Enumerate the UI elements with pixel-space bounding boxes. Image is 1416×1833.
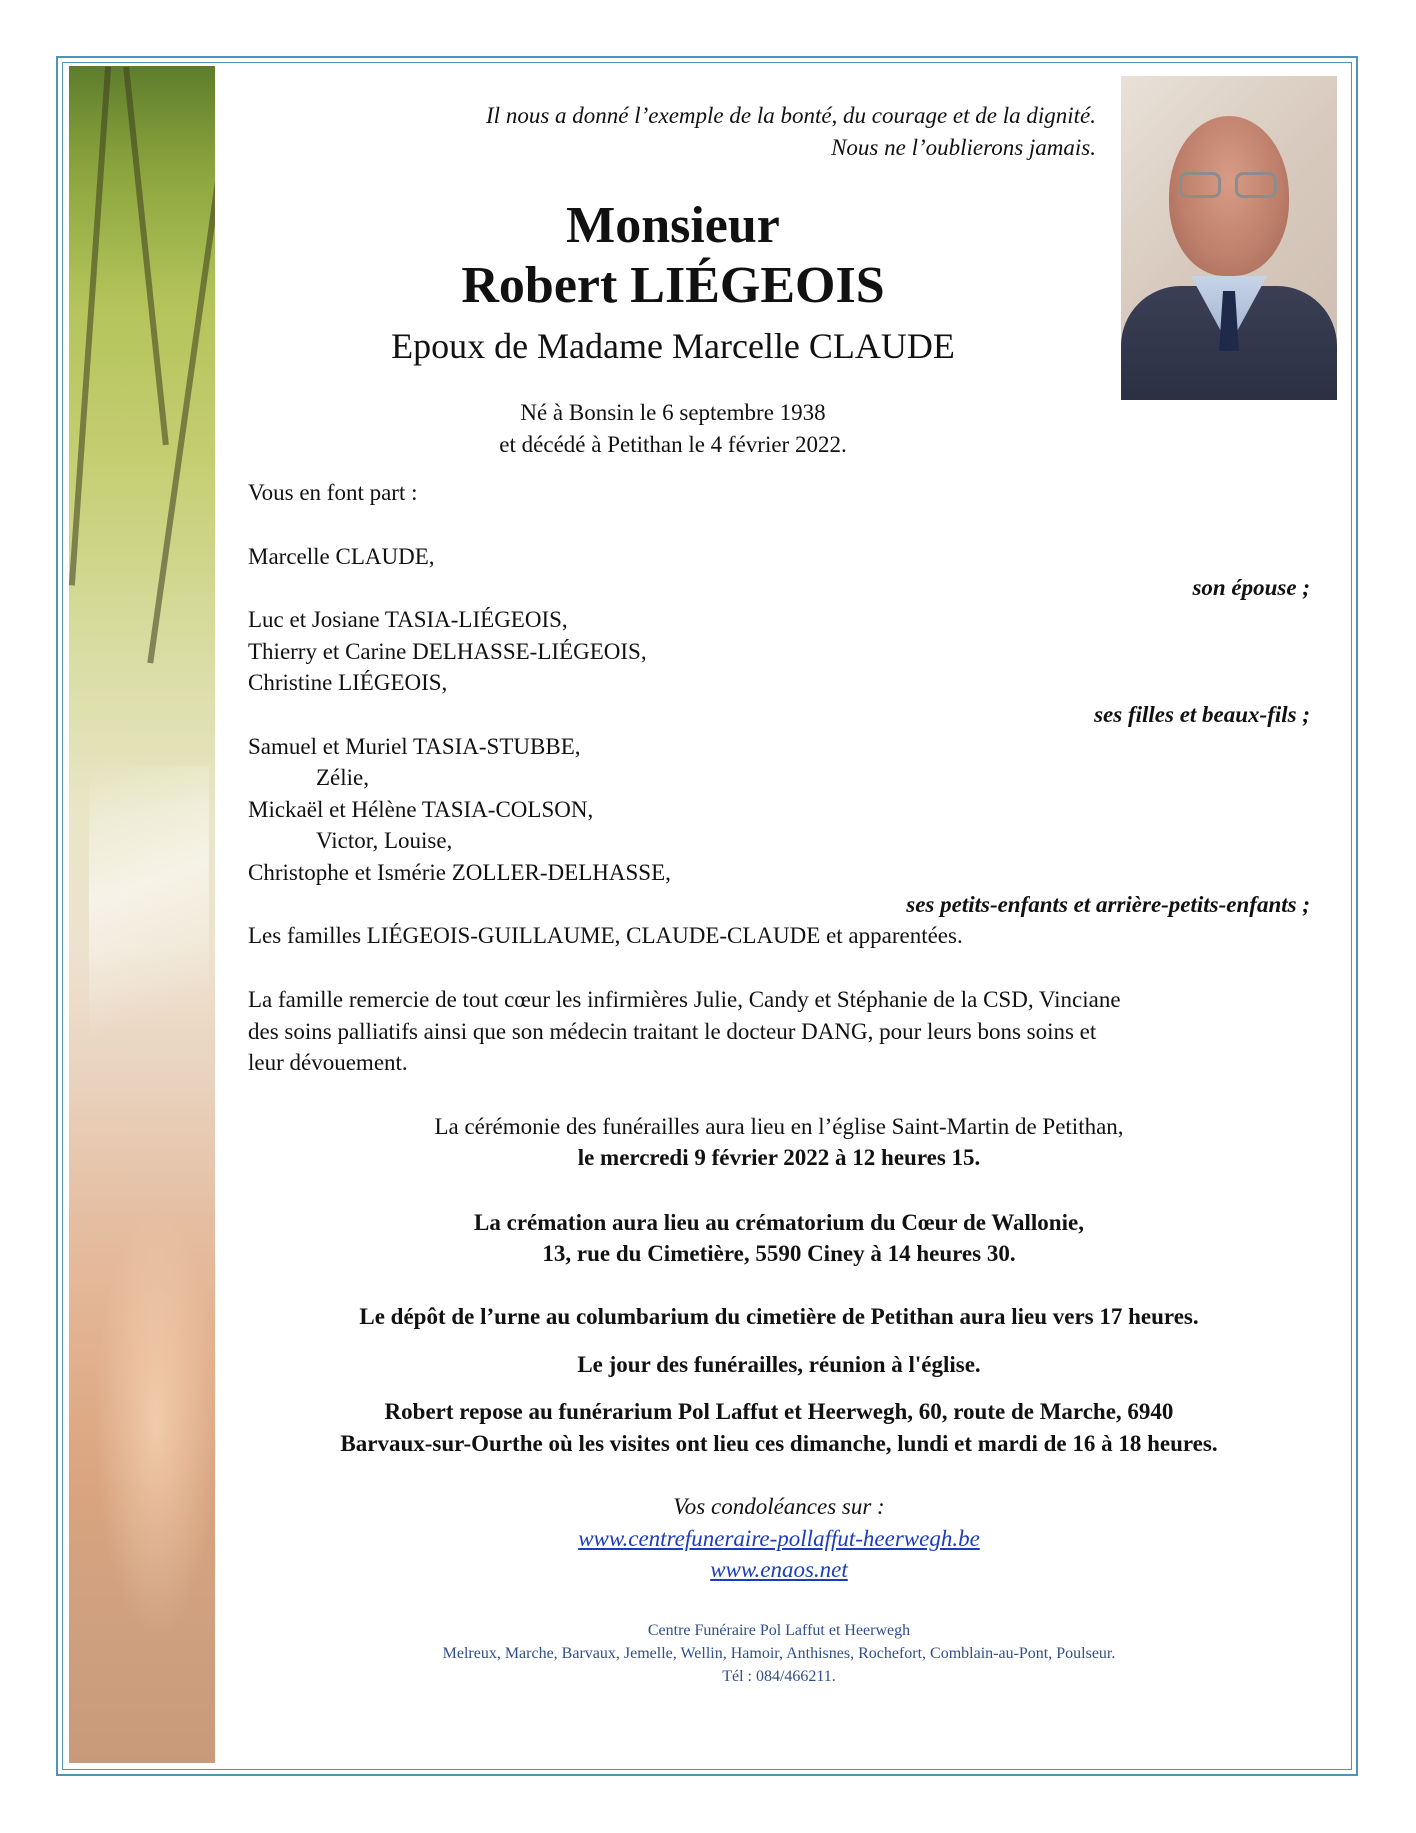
ceremony-line-2: le mercredi 9 février 2022 à 12 heures 15.	[577, 1145, 981, 1170]
spouse-line: Epoux de Madame Marcelle CLAUDE	[391, 326, 955, 366]
family-line: Mickaël et Hélène TASIA-COLSON,	[248, 797, 594, 822]
quote-line-2: Nous ne l’oublierons jamais.	[831, 135, 1096, 160]
relation-label: son épouse ;	[1192, 575, 1310, 600]
urn-line: Le dépôt de l’urne au columbarium du cimetière de Petithan aura lieu vers 17 heures.	[359, 1304, 1199, 1329]
rest-line-1: Robert repose au funérarium Pol Laffut et Heerwegh, 60, route de Marche, 6940	[384, 1399, 1174, 1424]
ceremony-line-1: La cérémonie des funérailles aura lieu en l’église Saint-Martin de Petithan,	[434, 1114, 1124, 1139]
death-line: et décédé à Petithan le 4 février 2022.	[499, 432, 847, 457]
relation-label: ses filles et beaux-fils ;	[1094, 702, 1310, 727]
quote-line-1: Il nous a donné l’exemple de la bonté, du courage et de la dignité.	[486, 103, 1096, 128]
footer-phone: Tél : 084/466211.	[722, 1668, 836, 1685]
family-line: Samuel et Muriel TASIA-STUBBE,	[248, 734, 581, 759]
family-line: Victor, Louise,	[316, 828, 453, 853]
condolences-link-2[interactable]: www.enaos.net	[710, 1557, 848, 1582]
family-line: Marcelle CLAUDE,	[248, 544, 435, 569]
condolences-link-1[interactable]: www.centrefuneraire-pollaffut-heerwegh.be	[578, 1526, 980, 1551]
portrait-photo	[1121, 76, 1337, 400]
rest-line-2: Barvaux-sur-Ourthe où les visites ont lieu ces dimanche, lundi et mardi de 16 à 18 heures.	[340, 1431, 1218, 1456]
footer-locations: Melreux, Marche, Barvaux, Jemelle, Wellin, Hamoir, Anthisnes, Rochefort, Comblain-au-Pont, Poulseur.	[442, 1645, 1116, 1662]
meeting-line: Le jour des funérailles, réunion à l'église.	[577, 1352, 981, 1377]
footer-company: Centre Funéraire Pol Laffut et Heerwegh	[647, 1622, 911, 1639]
thanks-line-3: leur dévouement.	[248, 1050, 408, 1075]
cremation-line-2: 13, rue du Cimetière, 5590 Ciney à 14 heures 30.	[542, 1241, 1016, 1266]
family-line: Zélie,	[316, 765, 369, 790]
thanks-line-1: La famille remercie de tout cœur les infirmières Julie, Candy et Stéphanie de la CSD, Vinciane	[248, 987, 1121, 1012]
thanks-line-2: des soins palliatifs ainsi que son médecin traitant le docteur DANG, pour leurs bons soins et	[248, 1019, 1097, 1044]
family-line: Luc et Josiane TASIA-LIÉGEOIS,	[248, 607, 568, 632]
condolences-label: Vos condoléances sur :	[673, 1494, 885, 1519]
forest-path-image	[69, 66, 215, 1763]
cremation-line-1: La crémation aura lieu au crématorium du Cœur de Wallonie,	[474, 1210, 1084, 1235]
deceased-name: Robert LIÉGEOIS	[461, 257, 885, 314]
birth-line: Né à Bonsin le 6 septembre 1938	[520, 400, 826, 425]
family-line: Christophe et Ismérie ZOLLER-DELHASSE,	[248, 860, 671, 885]
family-line: Thierry et Carine DELHASSE-LIÉGEOIS,	[248, 639, 647, 664]
families-line: Les familles LIÉGEOIS-GUILLAUME, CLAUDE-CLAUDE et apparentées.	[248, 923, 963, 948]
relation-label: ses petits-enfants et arrière-petits-enfants ;	[906, 892, 1310, 917]
intro-line: Vous en font part :	[248, 480, 418, 505]
honorific: Monsieur	[566, 197, 780, 254]
family-line: Christine LIÉGEOIS,	[248, 670, 448, 695]
